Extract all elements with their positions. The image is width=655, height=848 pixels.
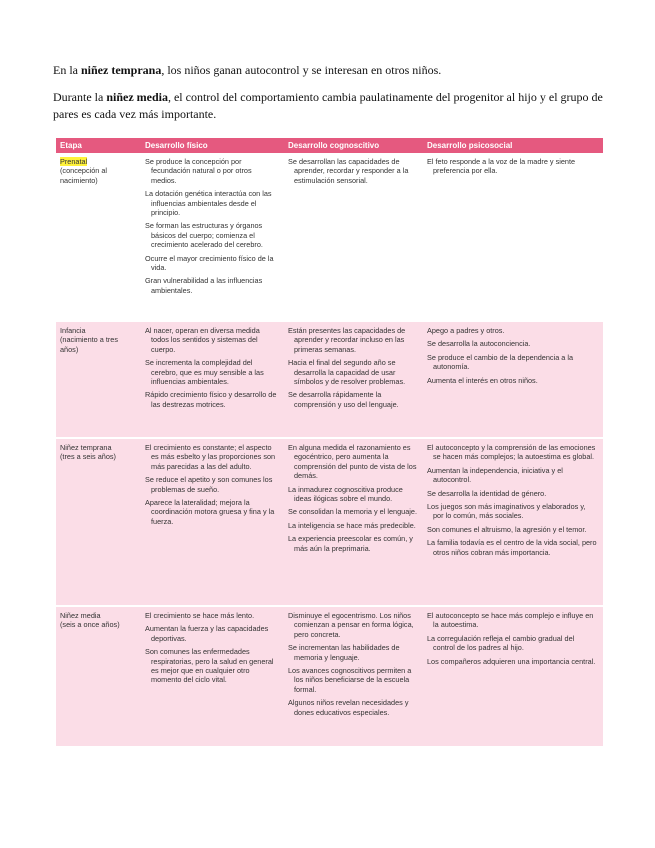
cognitive-item: Se desarrolla rápidamente la comprensión y uso del lenguaje. xyxy=(288,390,399,409)
table-header xyxy=(56,138,603,153)
stage-cell xyxy=(56,439,141,605)
stage-name: Niñez media xyxy=(60,611,101,620)
physical-item: Se reduce el apetito y son comunes los problemas de sueño. xyxy=(145,475,273,494)
physical-item: Al nacer, operan en diversa medida todos los sentidos y sistemas del cuerpo. xyxy=(145,326,260,354)
psychosocial-item: Se desarrolla la autoconciencia. xyxy=(427,339,531,349)
psychosocial-item: Son comunes el altruismo, la agresión y el temor. xyxy=(427,524,587,534)
development-table xyxy=(56,138,603,746)
header-psychosocial: Desarrollo psicosocial xyxy=(427,141,513,150)
psychosocial-item: Aumenta el interés en otros niños. xyxy=(427,375,538,385)
physical-item: Son comunes las enfermedades respiratorias, pero la salud en general es mejor que en cualquier otro momento del ciclo vital. xyxy=(145,647,274,685)
cognitive-item: La inteligencia se hace más predecible. xyxy=(288,520,416,530)
psychosocial-item: Se desarrolla la identidad de género. xyxy=(427,488,547,498)
cognitive-cell xyxy=(284,322,423,437)
psychosocial-item: El autoconcepto y la comprensión de las emociones se hacen más complejos; la autoestima es global. xyxy=(427,443,596,462)
cognitive-item: Se incrementan las habilidades de memoria y lenguaje. xyxy=(288,643,400,662)
physical-item: Se incrementa la complejidad del cerebro, que es muy sensible a las influencias ambientales. xyxy=(145,358,264,387)
psychosocial-cell xyxy=(423,439,603,605)
psychosocial-item: La corregulación refleja el cambio gradual del control de los padres al hijo. xyxy=(427,633,575,653)
stage-age-range: (tres a seis años) xyxy=(60,452,116,462)
intro-bold-term: niñez media xyxy=(106,90,168,104)
table-row xyxy=(56,322,603,437)
stage-cell xyxy=(56,153,141,320)
intro-text: En la xyxy=(53,63,81,77)
physical-cell xyxy=(141,607,284,746)
physical-item: Se forman las estructuras y órganos básicos del cuerpo; comienza el crecimiento acelerado del cerebro. xyxy=(145,221,263,250)
stage-age-range: (nacimiento a tres años) xyxy=(60,335,118,354)
cognitive-item: En alguna medida el razonamiento es egocéntrico, pero aumenta la comprensión del punto de vista de los demás. xyxy=(288,443,417,481)
cognitive-item: Algunos niños revelan necesidades y dones educativos especiales. xyxy=(288,698,409,717)
table-row xyxy=(56,153,603,320)
cognitive-cell xyxy=(284,153,423,320)
psychosocial-item: El autoconcepto se hace más complejo e influye en la autoestima. xyxy=(427,611,594,630)
stage-cell xyxy=(56,607,141,746)
psychosocial-item: Apego a padres y otros. xyxy=(427,326,505,335)
physical-item: Aparece la lateralidad; mejora la coordinación motora gruesa y fina y la fuerza. xyxy=(145,498,275,526)
cognitive-item: Hacia el final del segundo año se desarrolla la capacidad de usar símbolos y de resolver problemas. xyxy=(288,358,406,387)
table-body xyxy=(56,153,603,746)
psychosocial-item: Se produce el cambio de la dependencia a la autonomía. xyxy=(427,352,574,372)
header-stage: Etapa xyxy=(60,141,82,150)
intro-text: , los niños ganan autocontrol y se interesan en otros niños. xyxy=(161,63,442,77)
physical-item: La dotación genética interactúa con las influencias ambientales desde el principio. xyxy=(145,189,272,218)
physical-cell xyxy=(141,439,284,605)
header-physical: Desarrollo físico xyxy=(145,141,208,150)
physical-cell xyxy=(141,322,284,437)
table-row xyxy=(56,607,603,746)
cognitive-cell xyxy=(284,439,423,605)
intro-bold-term: niñez temprana xyxy=(81,63,162,77)
stage-age-range: (concepción al nacimiento) xyxy=(60,166,108,185)
physical-item: Rápido crecimiento físico y desarrollo de las destrezas motrices. xyxy=(145,390,277,409)
physical-item: El crecimiento es constante; el aspecto es más esbelto y las proporciones son más parecidas a las del adulto. xyxy=(145,443,276,471)
stage-name: Niñez temprana xyxy=(60,443,112,452)
intro-text: , el control del comportamiento cambia paulatinamente del progenitor al hijo y el grupo de pares es cada vez más importante. xyxy=(53,90,603,121)
psychosocial-cell xyxy=(423,153,603,320)
physical-item: Se produce la concepción por fecundación natural o por otros medios. xyxy=(145,157,252,185)
stage-cell xyxy=(56,322,141,437)
stage-name: Prenatal xyxy=(60,157,88,166)
cognitive-item: Disminuye el egocentrismo. Los niños comienzan a pensar en forma lógica, pero concreta. xyxy=(288,611,414,639)
cognitive-item: Los avances cognoscitivos permiten a los niños beneficiarse de la escuela formal. xyxy=(288,666,412,694)
cognitive-item: Se desarrollan las capacidades de aprender, recordar y responder a la estimulación sensorial. xyxy=(288,157,409,185)
psychosocial-item: Los juegos son más imaginativos y elaborados y, por lo común, más sociales. xyxy=(427,502,586,521)
psychosocial-cell xyxy=(423,607,603,746)
cognitive-cell xyxy=(284,607,423,746)
psychosocial-item: Los compañeros adquieren una importancia central. xyxy=(427,656,596,666)
psychosocial-item: La familia todavía es el centro de la vida social, pero otros niños cobran más importancia. xyxy=(427,538,597,557)
intro-paragraph-middle-childhood xyxy=(53,89,613,123)
physical-item: Gran vulnerabilidad a las influencias ambientales. xyxy=(145,276,263,295)
physical-cell xyxy=(141,153,284,320)
physical-item: Aumentan la fuerza y las capacidades deportivas. xyxy=(145,624,269,643)
intro-text: Durante la xyxy=(53,90,107,104)
intro-paragraph-early-childhood xyxy=(53,62,613,79)
cognitive-item: La inmadurez cognoscitiva produce ideas ilógicas sobre el mundo. xyxy=(288,484,403,504)
psychosocial-item: Aumentan la independencia, iniciativa y el autocontrol. xyxy=(427,465,563,485)
cognitive-item: Están presentes las capacidades de aprender y recordar incluso en las primeras semanas. xyxy=(288,326,406,354)
stage-name: Infancia xyxy=(60,326,86,335)
physical-item: El crecimiento se hace más lento. xyxy=(145,611,255,620)
psychosocial-cell xyxy=(423,322,603,437)
header-cognitive: Desarrollo cognoscitivo xyxy=(288,141,380,150)
psychosocial-item: El feto responde a la voz de la madre y siente preferencia por ella. xyxy=(427,157,576,176)
cognitive-item: La experiencia preescolar es común, y más aún la preprimaria. xyxy=(288,534,413,553)
physical-item: Ocurre el mayor crecimiento físico de la vida. xyxy=(145,253,274,273)
stage-age-range: (seis a once años) xyxy=(60,620,120,630)
table-row xyxy=(56,439,603,605)
cognitive-item: Se consolidan la memoria y el lenguaje. xyxy=(288,507,417,517)
